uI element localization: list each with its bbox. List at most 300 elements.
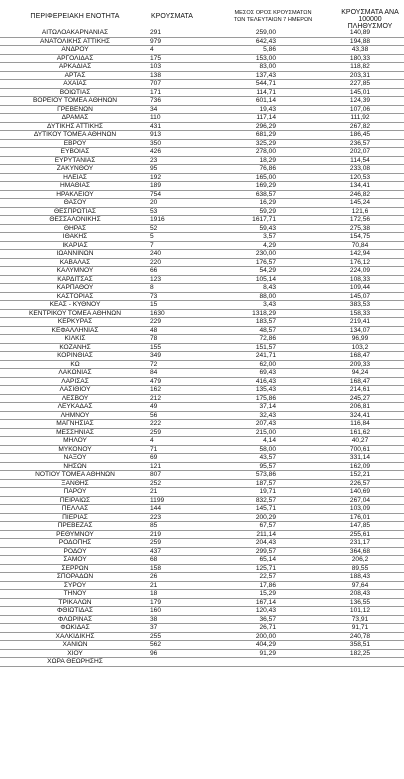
table-row <box>0 63 404 72</box>
cases-cell: 71 <box>150 445 158 453</box>
cases-per-100k-cell: 120,53 <box>349 173 371 181</box>
table-row <box>0 352 404 361</box>
table-row <box>0 378 404 387</box>
cases-cell: 192 <box>150 173 162 181</box>
cases-cell: 18 <box>150 590 158 597</box>
cases-cell: 121 <box>150 462 162 470</box>
table-row <box>0 216 404 225</box>
cases-cell: 66 <box>150 267 158 274</box>
cases-per-100k-cell: 202,07 <box>349 148 371 155</box>
cases-per-100k-cell: 96,99 <box>351 335 369 342</box>
region-name-cell: ΦΛΩΡΙΝΑΣ <box>57 615 93 623</box>
cases-per-100k-cell: 109,44 <box>349 284 371 291</box>
region-name-cell: ΜΗΛΟΥ <box>63 437 87 444</box>
table-row <box>0 301 404 310</box>
cases-per-100k-cell: 227,85 <box>349 80 371 87</box>
cases-cell: 240 <box>150 250 162 257</box>
cases-cell: 37 <box>150 624 158 631</box>
mean-7day-cell: 37,14 <box>259 403 276 410</box>
region-name-cell: ΚΟΡΙΝΘΙΑΣ <box>57 352 93 359</box>
cases-cell: 73 <box>150 292 158 300</box>
region-name-cell: ΜΕΣΣΗΝΙΑΣ <box>56 428 94 436</box>
cases-cell: 85 <box>150 522 158 529</box>
cases-cell: 95 <box>150 165 158 172</box>
cases-per-100k-cell: 240,78 <box>349 632 371 640</box>
region-name-cell: ΓΡΕΒΕΝΩΝ <box>57 105 93 113</box>
region-name-cell: ΑΧΑΪΑΣ <box>63 80 87 87</box>
region-name-cell: ΚΑΒΑΛΑΣ <box>59 258 91 266</box>
table-row <box>0 106 404 115</box>
table-row <box>0 437 404 446</box>
cases-cell: 349 <box>150 352 162 359</box>
region-name-cell: ΔΥΤΙΚΗΣ ΑΤΤΙΚΗΣ <box>47 122 103 130</box>
mean-7day-cell: 187,57 <box>255 479 276 487</box>
mean-7day-cell: 69,43 <box>259 369 276 376</box>
cases-cell: 5 <box>150 233 154 240</box>
cases-cell: 8 <box>150 284 154 291</box>
region-name-cell: ΑΡΚΑΔΙΑΣ <box>58 63 92 70</box>
mean-7day-cell: 137,43 <box>255 71 276 79</box>
mean-7day-cell: 183,57 <box>255 318 276 325</box>
cases-per-100k-cell: 206,2 <box>351 556 369 563</box>
header-region: ΠΕΡΙΦΕΡΕΙΑΚΗ ΕΝΟΤΗΤΑ <box>30 13 120 20</box>
mean-7day-cell: 416,43 <box>255 377 276 385</box>
table-row <box>0 599 404 608</box>
region-name-cell: ΙΩΑΝΝΙΝΩΝ <box>56 250 94 257</box>
cases-cell: 21 <box>150 581 158 589</box>
cases-cell: 144 <box>150 505 162 512</box>
table-row <box>0 89 404 98</box>
mean-7day-cell: 211,14 <box>256 530 276 538</box>
cases-per-100k-cell: 245,27 <box>349 394 371 402</box>
table-row <box>0 72 404 81</box>
table-row <box>0 208 404 217</box>
table-row <box>0 80 404 89</box>
mean-7day-cell: 83,00 <box>259 63 276 70</box>
mean-7day-cell: 72,86 <box>259 335 276 342</box>
region-name-cell: ΠΕΛΛΑΣ <box>61 505 89 512</box>
table-row <box>0 420 404 429</box>
table-row <box>0 658 404 667</box>
mean-7day-cell: 259,00 <box>255 29 276 36</box>
cases-per-100k-cell: 118,82 <box>350 63 370 70</box>
cases-cell: 21 <box>150 488 158 495</box>
cases-per-100k-cell: 114,54 <box>350 156 370 164</box>
cases-per-100k-cell: 89,55 <box>351 564 369 572</box>
mean-7day-cell: 175,86 <box>255 394 276 402</box>
cases-cell: 979 <box>150 37 162 45</box>
cases-per-100k-cell: 94,24 <box>351 369 369 376</box>
region-name-cell: ΘΗΡΑΣ <box>63 224 87 232</box>
cases-cell: 48 <box>150 326 158 334</box>
region-name-cell: ΙΘΑΚΗΣ <box>62 233 88 240</box>
region-name-cell: ΚΑΡΔΙΤΣΑΣ <box>57 275 93 283</box>
cases-per-100k-cell: 358,51 <box>349 641 371 648</box>
cases-cell: 52 <box>150 224 158 232</box>
cases-cell: 53 <box>150 207 158 215</box>
cases-per-100k-cell: 168,47 <box>349 377 371 385</box>
cases-per-100k-cell: 233,08 <box>349 165 371 172</box>
region-name-cell: ΚΑΡΠΑΘΟΥ <box>56 284 94 291</box>
cases-cell: 913 <box>150 131 162 138</box>
cases-cell: 68 <box>150 556 158 563</box>
header-cases: ΚΡΟΥΣΜΑΤΑ <box>151 13 193 20</box>
cases-per-100k-cell: 161,62 <box>349 428 371 436</box>
region-name-cell: ΠΑΡΟΥ <box>63 488 87 495</box>
cases-per-100k-cell: 255,61 <box>349 530 371 538</box>
cases-cell: 212 <box>150 394 162 402</box>
region-name-cell: ΞΑΝΘΗΣ <box>61 479 89 487</box>
mean-7day-cell: 18,29 <box>259 156 276 164</box>
cases-per-100k-cell: 97,64 <box>351 581 369 589</box>
region-name-cell: ΡΕΘΥΜΝΟΥ <box>56 530 94 538</box>
table-row <box>0 199 404 208</box>
mean-7day-cell: 4,14 <box>263 437 276 444</box>
cases-per-100k-cell: 226,57 <box>349 479 371 487</box>
cases-per-100k-cell: 142,94 <box>349 250 371 257</box>
region-name-cell: ΜΥΚΟΝΟΥ <box>58 445 92 453</box>
table-row <box>0 174 404 183</box>
table-row <box>0 607 404 616</box>
cases-cell: 259 <box>150 428 162 436</box>
mean-7day-cell: 15,29 <box>259 590 276 597</box>
region-name-cell: ΝΑΞΟΥ <box>63 454 87 461</box>
region-name-cell: ΣΕΡΡΩΝ <box>61 564 89 572</box>
cases-per-100k-cell: 145,01 <box>349 88 371 96</box>
table-row <box>0 97 404 106</box>
cases-per-100k-cell: 103,09 <box>349 505 371 512</box>
cases-cell: 189 <box>150 182 162 189</box>
cases-cell: 103 <box>150 63 162 70</box>
cases-cell: 34 <box>150 105 158 113</box>
cases-cell: 431 <box>150 122 162 130</box>
region-name-cell: ΒΟΡΕΙΟΥ ΤΟΜΕΑ ΑΘΗΝΩΝ <box>32 97 118 104</box>
cases-per-100k-cell: 101,12 <box>349 607 371 614</box>
cases-per-100k-cell: 231,17 <box>349 539 371 546</box>
cases-per-100k-cell: 91,71 <box>351 624 369 631</box>
cases-per-100k-cell: 152,21 <box>349 471 371 478</box>
table-row <box>0 386 404 395</box>
header-per-line2: ΠΛΗΘΥΣΜΟΥ <box>347 23 393 30</box>
region-name-cell: ΦΩΚΙΔΑΣ <box>60 624 90 631</box>
cases-per-100k-cell: 180,33 <box>349 54 371 62</box>
cases-per-100k-cell: 107,06 <box>349 105 371 113</box>
region-name-cell: ΡΟΔΟΥ <box>63 547 87 555</box>
region-name-cell: ΘΕΣΣΑΛΟΝΙΚΗΣ <box>49 216 101 223</box>
mean-7day-cell: 59,43 <box>259 224 276 232</box>
table-row <box>0 182 404 191</box>
table-row <box>0 369 404 378</box>
table-row <box>0 573 404 582</box>
table-row <box>0 38 404 47</box>
cases-cell: 110 <box>150 114 161 121</box>
region-name-cell: ΤΡΙΚΑΛΩΝ <box>58 598 92 606</box>
cases-per-100k-cell: 70,84 <box>351 241 369 249</box>
cases-per-100k-cell: 140,69 <box>349 488 371 495</box>
cases-cell: 222 <box>150 420 162 427</box>
cases-cell: 155 <box>150 343 162 351</box>
table-row <box>0 250 404 259</box>
mean-7day-cell: 76,86 <box>259 165 276 172</box>
cases-per-100k-cell: 162,09 <box>349 462 371 470</box>
cases-per-100k-cell: 364,68 <box>349 547 371 555</box>
mean-7day-cell: 642,43 <box>255 37 276 45</box>
region-name-cell: ΗΡΑΚΛΕΙΟΥ <box>56 190 94 198</box>
table-row <box>0 140 404 149</box>
mean-7day-cell: 67,57 <box>259 522 276 529</box>
region-name-cell: ΛΗΜΝΟΥ <box>60 411 90 419</box>
cases-per-100k-cell: 145,24 <box>349 199 371 206</box>
cases-per-100k-cell: 267,82 <box>349 122 371 130</box>
region-name-cell: ΧΙΟΥ <box>67 649 83 657</box>
cases-per-100k-cell: 158,33 <box>349 309 371 317</box>
cases-cell: 49 <box>150 403 158 410</box>
table-row <box>0 114 404 123</box>
table-row <box>0 429 404 438</box>
cases-cell: 78 <box>150 335 158 342</box>
mean-7day-cell: 88,00 <box>259 292 276 300</box>
cases-cell: 562 <box>150 641 162 648</box>
mean-7day-cell: 19,71 <box>259 488 276 495</box>
mean-7day-cell: 135,43 <box>255 386 276 393</box>
region-name-cell: ΒΟΙΩΤΙΑΣ <box>59 88 91 96</box>
table-row <box>0 395 404 404</box>
cases-per-100k-cell: 188,43 <box>349 573 371 580</box>
cases-cell: 7 <box>150 241 154 249</box>
mean-7day-cell: 58,00 <box>259 445 276 453</box>
table-row <box>0 633 404 642</box>
table-row <box>0 148 404 157</box>
cases-per-100k-cell: 154,75 <box>349 233 371 240</box>
region-name-cell: ΑΝΔΡΟΥ <box>61 46 89 53</box>
region-name-cell: ΕΥΡΥΤΑΝΙΑΣ <box>54 156 96 164</box>
region-name-cell: ΚΑΛΥΜΝΟΥ <box>56 267 94 274</box>
cases-per-100k-cell: 246,82 <box>349 190 371 198</box>
region-name-cell: ΤΗΝΟΥ <box>63 590 87 597</box>
region-name-cell: ΔΡΑΜΑΣ <box>61 114 89 121</box>
mean-7day-cell: 176,57 <box>255 258 276 266</box>
mean-7day-cell: 16,29 <box>259 199 276 206</box>
mean-7day-cell: 404,29 <box>255 641 276 648</box>
cases-per-100k-cell: 172,56 <box>349 216 371 223</box>
region-name-cell: ΚΟΖΑΝΗΣ <box>59 343 91 351</box>
cases-cell: 220 <box>150 258 162 266</box>
table-row <box>0 641 404 650</box>
mean-7day-cell: 325,29 <box>255 139 276 147</box>
region-name-cell: ΗΛΕΙΑΣ <box>63 173 87 181</box>
table-row <box>0 335 404 344</box>
table-row <box>0 539 404 548</box>
mean-7day-cell: 48,57 <box>259 326 276 334</box>
cases-cell: 123 <box>150 275 162 283</box>
header-mean-line1: ΜΕΣΟΣ ΟΡΟΣ ΚΡΟΥΣΜΑΤΩΝ <box>234 10 312 16</box>
cases-cell: 4 <box>150 437 154 444</box>
region-name-cell: ΡΟΔΟΠΗΣ <box>58 539 92 546</box>
mean-7day-cell: 151,57 <box>255 343 276 351</box>
mean-7day-cell: 207,43 <box>255 420 276 427</box>
table-row <box>0 480 404 489</box>
table-row <box>0 123 404 132</box>
mean-7day-cell: 62,00 <box>259 360 276 368</box>
cases-per-100k-cell: 145,07 <box>349 292 371 300</box>
region-name-cell: ΣΠΟΡΑΔΩΝ <box>56 573 94 580</box>
cases-cell: 707 <box>150 80 162 87</box>
mean-7day-cell: 22,57 <box>259 573 276 580</box>
header-mean <box>218 10 328 24</box>
region-name-cell: ΣΑΜΟΥ <box>63 556 87 563</box>
cases-per-100k-cell: 40,27 <box>351 437 369 444</box>
mean-7day-cell: 59,29 <box>259 207 276 215</box>
mean-7day-cell: 65,14 <box>259 556 276 563</box>
cases-per-100k-cell: 108,33 <box>349 275 371 283</box>
table-row <box>0 548 404 557</box>
cases-cell: 291 <box>150 29 162 36</box>
mean-7day-cell: 117,14 <box>256 114 276 121</box>
table-row <box>0 55 404 64</box>
cases-cell: 259 <box>150 539 162 546</box>
table-row <box>0 267 404 276</box>
cases-per-100k-cell: 186,45 <box>349 131 371 138</box>
cases-cell: 807 <box>150 471 162 478</box>
table-row <box>0 582 404 591</box>
table-row <box>0 259 404 268</box>
mean-7day-cell: 95,57 <box>259 462 276 470</box>
region-name-cell: ΑΡΓΟΛΙΔΑΣ <box>56 54 94 62</box>
cases-per-100k-cell: 275,38 <box>349 224 371 232</box>
cases-cell: 158 <box>150 564 162 572</box>
mean-7day-cell: 165,00 <box>255 173 276 181</box>
region-name-cell: ΝΟΤΙΟΥ ΤΟΜΕΑ ΑΘΗΝΩΝ <box>35 471 115 478</box>
mean-7day-cell: 230,00 <box>255 250 276 257</box>
cases-cell: 252 <box>150 479 162 487</box>
cases-cell: 437 <box>150 547 162 555</box>
region-name-cell: ΚΕΦΑΛΛΗΝΙΑΣ <box>51 326 99 334</box>
cases-cell: 175 <box>150 54 162 62</box>
cases-per-100k-cell: 194,88 <box>349 37 371 45</box>
cases-cell: 160 <box>150 607 162 614</box>
region-name-cell: ΗΜΑΘΙΑΣ <box>60 182 90 189</box>
mean-7day-cell: 3,43 <box>263 301 276 308</box>
cases-per-100k-cell: 136,55 <box>349 598 371 606</box>
mean-7day-cell: 145,71 <box>255 505 276 512</box>
cases-cell: 229 <box>150 318 162 325</box>
table-row <box>0 46 404 55</box>
table-row <box>0 565 404 574</box>
table-row <box>0 403 404 412</box>
cases-per-100k-cell: 331,14 <box>349 454 371 461</box>
cases-per-100k-cell: 147,85 <box>349 522 371 529</box>
cases-cell: 223 <box>150 513 162 521</box>
region-name-cell: ΚΙΛΚΙΣ <box>64 335 86 342</box>
region-name-cell: ΠΡΕΒΕΖΑΣ <box>57 522 93 529</box>
cases-per-100k-cell: 182,25 <box>349 649 371 657</box>
region-name-cell: ΧΩΡΑ ΘΕΩΡΗΣΗΣ <box>47 658 103 665</box>
mean-7day-cell: 32,43 <box>259 411 276 419</box>
region-name-cell: ΛΕΥΚΑΔΑΣ <box>57 403 93 410</box>
region-name-cell: ΠΙΕΡΙΑΣ <box>62 513 88 521</box>
table-row <box>0 454 404 463</box>
cases-cell: 84 <box>150 369 158 376</box>
table-row <box>0 624 404 633</box>
table-row <box>0 412 404 421</box>
mean-7day-cell: 114,71 <box>256 88 276 96</box>
cases-per-100k-cell: 224,09 <box>349 267 371 274</box>
table-row <box>0 293 404 302</box>
mean-7day-cell: 4,29 <box>263 241 276 249</box>
cases-cell: 162 <box>150 386 162 393</box>
mean-7day-cell: 19,43 <box>259 105 276 113</box>
table-row <box>0 318 404 327</box>
cases-per-100k-cell: 73,91 <box>351 615 369 623</box>
mean-7day-cell: 544,71 <box>255 80 276 87</box>
cases-per-100k-cell: 124,39 <box>349 97 371 104</box>
cases-per-100k-cell: 43,38 <box>351 46 369 53</box>
mean-7day-cell: 169,29 <box>255 182 276 189</box>
header-mean-line2: ΤΩΝ ΤΕΛΕΥΤΑΙΩΝ 7 ΗΜΕΡΩΝ <box>233 17 313 23</box>
cases-per-100k-cell: 121,6 <box>351 207 369 215</box>
table-row <box>0 157 404 166</box>
region-name-cell: ΠΕΙΡΑΙΩΣ <box>59 496 91 504</box>
cases-per-100k-cell: 267,04 <box>349 496 371 504</box>
table-row <box>0 497 404 506</box>
cases-cell: 350 <box>150 139 162 147</box>
region-name-cell: ΑΡΤΑΣ <box>64 71 86 79</box>
region-name-cell: ΧΑΛΚΙΔΙΚΗΣ <box>55 632 95 640</box>
cases-per-100k-cell: 383,53 <box>349 301 371 308</box>
mean-7day-cell: 681,29 <box>255 131 276 138</box>
cases-cell: 26 <box>150 573 158 580</box>
mean-7day-cell: 204,43 <box>255 539 276 546</box>
mean-7day-cell: 91,29 <box>259 649 276 657</box>
region-name-cell: ΝΗΣΩΝ <box>63 462 87 470</box>
region-name-cell: ΔΥΤΙΚΟΥ ΤΟΜΕΑ ΑΘΗΝΩΝ <box>33 131 117 138</box>
region-name-cell: ΕΥΒΟΙΑΣ <box>60 148 90 155</box>
mean-7day-cell: 638,57 <box>255 190 276 198</box>
table-row <box>0 650 404 659</box>
mean-7day-cell: 120,43 <box>255 607 276 614</box>
cases-per-100k-cell: 134,07 <box>349 326 371 334</box>
mean-7day-cell: 832,57 <box>255 496 276 504</box>
table-row <box>0 522 404 531</box>
table-row <box>0 446 404 455</box>
region-name-cell: ΘΑΣΟΥ <box>63 199 87 206</box>
header-per-line1: ΚΡΟΥΣΜΑΤΑ ΑΝΑ 100000 <box>341 9 399 23</box>
cases-cell: 255 <box>150 632 162 640</box>
cases-cell: 1630 <box>150 309 165 317</box>
mean-7day-cell: 8,43 <box>263 284 276 291</box>
region-name-cell: ΑΙΤΩΛΟΑΚΑΡΝΑΝΙΑΣ <box>41 29 109 36</box>
table-row <box>0 276 404 285</box>
table-row <box>0 191 404 200</box>
table-row <box>0 242 404 251</box>
cases-cell: 426 <box>150 148 162 155</box>
cases-per-100k-cell: 209,33 <box>349 360 371 368</box>
cases-per-100k-cell: 111,92 <box>350 114 370 121</box>
cases-per-100k-cell: 103,2 <box>351 343 369 351</box>
mean-7day-cell: 200,00 <box>255 632 276 640</box>
mean-7day-cell: 43,57 <box>259 454 276 461</box>
table-row <box>0 463 404 472</box>
mean-7day-cell: 299,57 <box>255 547 276 555</box>
cases-per-100k-cell: 168,47 <box>349 352 371 359</box>
region-name-cell: ΧΑΝΙΩΝ <box>62 641 88 648</box>
cases-cell: 38 <box>150 615 158 623</box>
region-name-cell: ΖΑΚΥΝΘΟΥ <box>56 165 94 172</box>
region-name-cell: ΣΥΡΟΥ <box>63 581 87 589</box>
region-name-cell: ΛΑΚΩΝΙΑΣ <box>58 369 92 376</box>
cases-cell: 72 <box>150 360 158 368</box>
table-row <box>0 310 404 319</box>
